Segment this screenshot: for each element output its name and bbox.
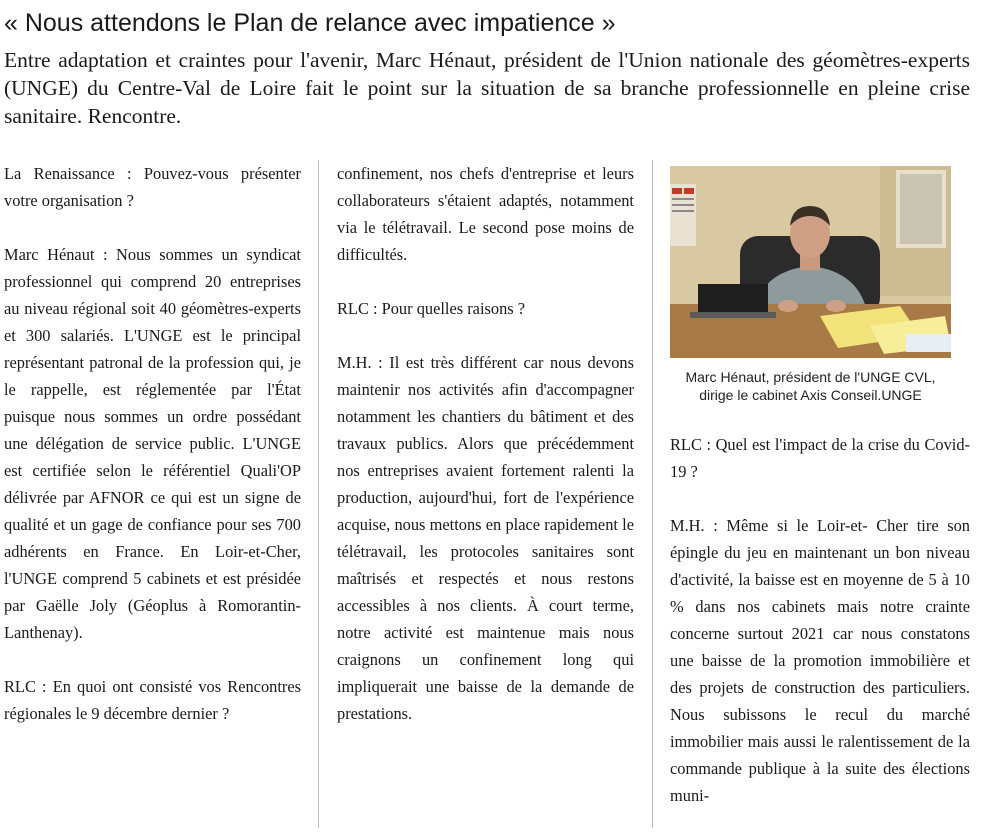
paragraph: RLC : Pour quelles raisons ?	[337, 299, 526, 318]
office-photo-illustration	[670, 166, 951, 358]
column-2	[337, 160, 634, 727]
photo-caption: Marc Hénaut, président de l'UNGE CVL, dirige le cabinet Axis Conseil.UNGE	[685, 369, 936, 403]
column-divider	[318, 160, 319, 828]
paragraph: confinement, nos chefs d'entreprise et leurs collaborateurs s'étaient adaptés, notamment via le télétravail. Le second pose moins de difficultés.	[337, 164, 634, 264]
column-divider	[652, 160, 653, 828]
paragraph: La Renaissance : Pouvez-vous présenter votre organisation ?	[4, 164, 301, 210]
portrait-photo	[670, 166, 951, 358]
paragraph: M.H. : Même si le Loir-et- Cher tire son épingle du jeu en maintenant un bon niveau d'activité, la baisse est en moyenne de 5 à 10 % dans nos cabinets mais notre crainte concerne surtout 2021 car nous constatons une baisse de la promotion immobilière et des projets de construction des particuliers. Nous subissons le recul du marché immobilier mais aussi le ralentissement de la commande publique à la suite des élections muni-	[670, 516, 970, 805]
article-title: « Nous attendons le Plan de relance avec impatience »	[4, 9, 616, 37]
paragraph: RLC : En quoi ont consisté vos Rencontres régionales le 9 décembre dernier ?	[4, 677, 301, 723]
paragraph: M.H. : Il est très différent car nous devons maintenir nos activités afin d'accompagner notamment les chantiers du bâtiment et des travaux publics. Alors que précédemment nos entreprises avaient fortement ralenti la production, aujourd'hui, fort de l'expérience acquise, nous mettons en place rapidement le télétravail, les protocoles sanitaires sont maîtrisés et respectés et nous restons accessibles à nos clients. À court terme, notre activité est maintenue mais nous craignons un confinement long qui impliquerait une baisse de la demande de prestations.	[337, 353, 634, 723]
paragraph: RLC : Quel est l'impact de la crise du Covid-19 ?	[670, 435, 970, 481]
column-1	[4, 160, 301, 727]
paragraph: Marc Hénaut : Nous sommes un syndicat professionnel qui comprend 20 entreprises au niveau régional soit 40 géomètres-experts et 300 salariés. L'UNGE est le principal représentant patronal de la profession qui, je le rappelle, est réglementée par l'État puisque nous sommes un ordre possédant une délégation de service public. L'UNGE est certifiée selon le référentiel Quali'OP délivrée par AFNOR ce qui est un signe de qualité et un gage de confiance pour ses 700 adhérents en France. En Loir-et-Cher, l'UNGE comprend 5 cabinets et est présidée par Gaëlle Joly (Géoplus à Romorantin-Lanthenay).	[4, 245, 301, 642]
column-3	[670, 166, 970, 836]
article-lead: Entre adaptation et craintes pour l'avenir, Marc Hénaut, président de l'Union nationale des géomètres-experts (UNGE) du Centre-Val de Loire fait le point sur la situation de sa branche professionnelle en pleine crise sanitaire. Rencontre.	[4, 48, 970, 128]
